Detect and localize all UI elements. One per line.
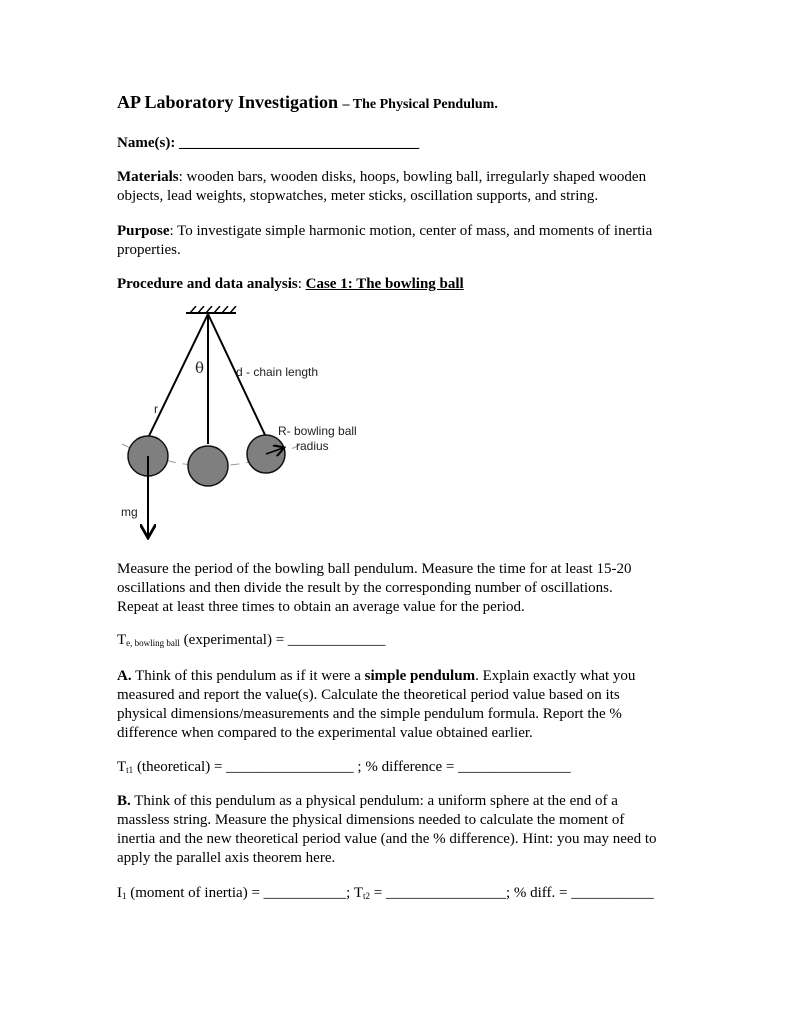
section-a-line-1 [117, 667, 635, 686]
section-b-line-4: apply the parallel axis theorem here. [117, 850, 336, 866]
measure-line-2: oscillations and then divide the result by the corresponding number of oscillations. [117, 580, 613, 596]
r-label: r [154, 402, 158, 416]
ball-radius-label: R- bowling ball [278, 424, 357, 438]
purpose-line-1 [117, 222, 652, 241]
theta-label: θ [195, 359, 205, 377]
te-blank: (experimental) = _____________ [179, 632, 386, 648]
section-b-line-1 [117, 792, 618, 811]
section-a-label: A. [117, 668, 132, 684]
section-b-line-2: massless string. Measure the physical dimensions needed to calculate the moment of [117, 812, 625, 828]
tt2-subscript: t2 [362, 891, 370, 901]
theoretical-period-line [117, 758, 571, 777]
pendulum-diagram [110, 306, 370, 541]
purpose-label: Purpose [117, 223, 170, 239]
experimental-period-line [117, 631, 385, 650]
tt2-blank: = ________________; % diff. = ___________ [370, 885, 654, 901]
ceiling-hatch [190, 306, 236, 313]
title-subtitle: – The Physical Pendulum. [342, 97, 498, 112]
materials-line-1 [117, 168, 646, 187]
section-b-line-3: inertia and the new theoretical period value (and the % difference). Hint: you may need to [117, 831, 657, 847]
materials-line-2: objects, lead weights, stopwatches, meter sticks, oscillation supports, and string. [117, 188, 599, 204]
procedure-separator: : [297, 276, 306, 292]
section-b-label: B. [117, 793, 131, 809]
chain-length-label: d - chain length [236, 365, 319, 379]
procedure-heading [117, 275, 464, 294]
purpose-line-2: properties. [117, 242, 181, 258]
purpose-text: : To investigate simple harmonic motion, center of mass, and moments of inertia [169, 223, 653, 239]
names-label: Name(s): [117, 135, 176, 151]
section-a-line-2: measured and report the value(s). Calculate the theoretical period value based on its [117, 687, 620, 703]
ball-radius-label-2: radius [296, 439, 329, 453]
page-title [117, 93, 498, 114]
mg-label: mg [121, 505, 138, 519]
section-a-pre: Think of this pendulum as if it were a [131, 668, 365, 684]
title-main: AP Laboratory Investigation [117, 92, 339, 112]
te-symbol: T [117, 632, 127, 648]
case-heading: Case 1: The bowling ball [305, 276, 464, 292]
section-a-line-3: physical dimensions/measurements and the simple pendulum formula. Report the % [117, 706, 622, 722]
measure-line-1: Measure the period of the bowling ball pendulum. Measure the time for at least 15-20 [117, 561, 632, 577]
bowling-ball-center [188, 446, 228, 486]
tt1-blank: (theoretical) = _________________ ; % difference = _______________ [133, 759, 571, 775]
section-a-line-4: difference when compared to the experimental value obtained earlier. [117, 725, 533, 741]
i1-symbol: I [117, 885, 122, 901]
i1-subscript: 1 [122, 891, 127, 901]
simple-pendulum-term: simple pendulum [364, 668, 476, 684]
names-blank: ________________________________ [179, 135, 420, 151]
tt1-symbol: T [117, 759, 127, 775]
materials-text: : wooden bars, wooden disks, hoops, bowling ball, irregularly shaped wooden [178, 169, 647, 185]
materials-label: Materials [117, 169, 179, 185]
tt1-subscript: t1 [126, 765, 134, 775]
section-b-text: Think of this pendulum as a physical pendulum: a uniform sphere at the end of a [130, 793, 618, 809]
moment-of-inertia-line [117, 884, 654, 903]
names-line [117, 134, 419, 153]
i1-blank: (moment of inertia) = ___________; T [126, 885, 363, 901]
section-a-post: . Explain exactly what you [475, 668, 636, 684]
procedure-label: Procedure and data analysis [117, 276, 298, 292]
measure-line-3: Repeat at least three times to obtain an average value for the period. [117, 599, 525, 615]
te-subscript: e, bowling ball [126, 638, 180, 648]
